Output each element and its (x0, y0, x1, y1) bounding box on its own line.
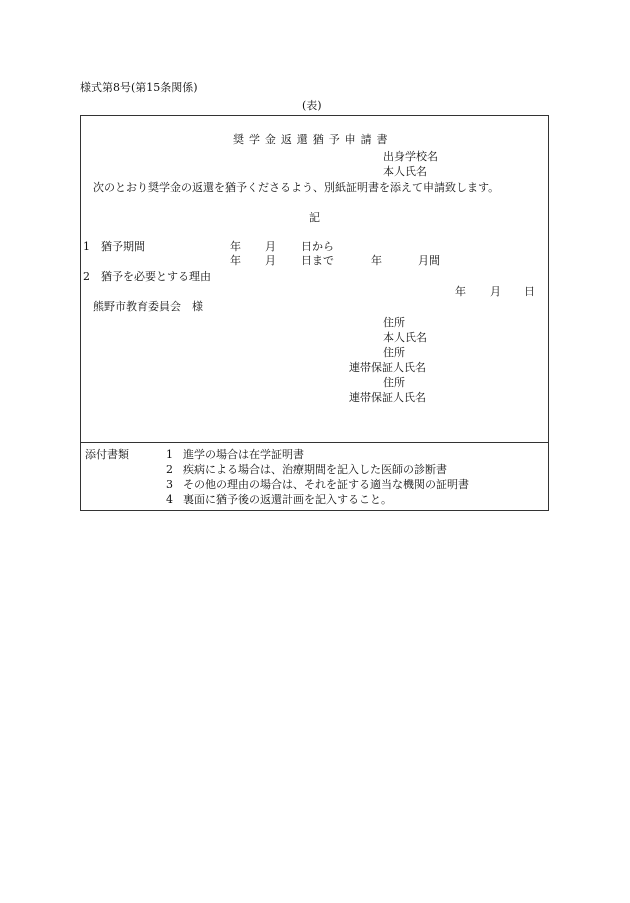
guarantor1-address-label: 住所 (383, 346, 405, 359)
attachment-1-number: 1 (166, 448, 173, 461)
to-year: 年 (230, 254, 241, 267)
attachment-1-text: 進学の場合は在学証明書 (183, 448, 304, 461)
side-label: (表) (302, 99, 322, 112)
from-month: 月 (265, 240, 276, 253)
attachments-divider (81, 442, 548, 443)
guarantor1-name-label: 連帯保証人氏名 (349, 361, 426, 374)
deferment-period-label: 1 猶予期間 (83, 240, 145, 253)
application-form (80, 115, 549, 511)
attachment-4-text: 裏面に猶予後の返還計画を記入すること。 (183, 493, 392, 506)
attachment-2-number: 2 (166, 463, 173, 476)
body-text: 次のとおり奨学金の返還を猶予くださるよう、別紙証明書を添えて申請致します。 (93, 181, 500, 194)
attachment-2-text: 疾病による場合は、治療期間を記入した医師の診断書 (183, 463, 447, 476)
date-month: 月 (490, 285, 501, 298)
date-day: 日 (524, 285, 535, 298)
to-month: 月 (265, 254, 276, 267)
attachments-label: 添付書類 (85, 448, 129, 461)
attachment-3-text: その他の理由の場合は、それを証する適当な機関の証明書 (183, 478, 469, 491)
form-title: 奨学金返還猶予申請書 (233, 133, 393, 146)
duration-year: 年 (371, 254, 382, 267)
from-year: 年 (230, 240, 241, 253)
guarantor2-address-label: 住所 (383, 376, 405, 389)
attachment-3-number: 3 (166, 478, 173, 491)
guarantor2-name-label: 連帯保証人氏名 (349, 391, 426, 404)
duration-month: 月間 (418, 254, 440, 267)
school-name-label: 出身学校名 (383, 150, 438, 163)
to-day: 日まで (301, 254, 334, 267)
form-number: 様式第8号(第15条関係) (80, 81, 198, 94)
applicant-name-label: 本人氏名 (383, 165, 427, 178)
attachment-4-number: 4 (166, 493, 173, 506)
from-day: 日から (301, 240, 334, 253)
applicant-address-label: 住所 (383, 316, 405, 329)
addressee: 熊野市教育委員会 様 (93, 300, 203, 313)
reason-label: 2 猶予を必要とする理由 (83, 270, 211, 283)
applicant-name-sign-label: 本人氏名 (383, 331, 427, 344)
date-year: 年 (455, 285, 466, 298)
ki-label: 記 (309, 211, 320, 224)
